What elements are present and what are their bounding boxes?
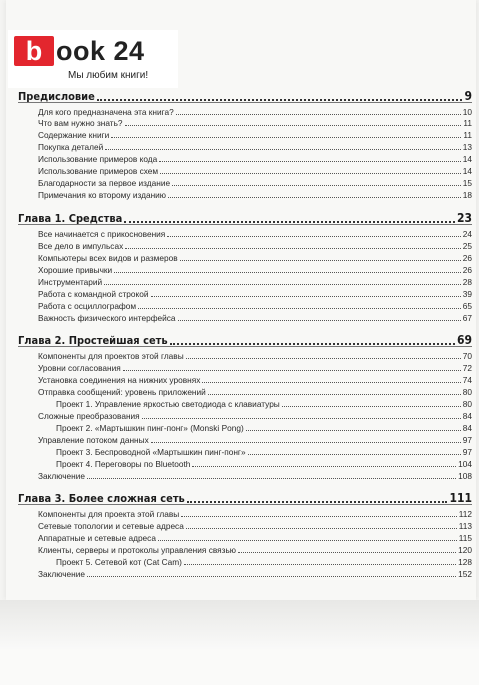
toc-entry-row — [18, 469, 472, 481]
toc-entry-row — [18, 543, 472, 555]
dot-leader — [160, 172, 461, 174]
toc-page-number: 18 — [462, 190, 472, 200]
toc-entry-title: Что вам нужно знать? — [38, 118, 123, 128]
dot-leader — [180, 259, 461, 261]
toc-page-number: 25 — [462, 241, 472, 251]
toc-page-number: 69 — [456, 333, 472, 347]
toc-entry-title: Проект 4. Переговоры по Bluetooth — [56, 459, 191, 469]
toc-page-number: 10 — [462, 107, 472, 117]
toc-entry-row — [18, 251, 472, 263]
toc-page-number: 74 — [462, 375, 472, 385]
dot-leader — [184, 563, 456, 565]
dot-leader — [168, 196, 461, 198]
dot-leader — [105, 148, 461, 150]
toc-entry-title: Работа с командной строкой — [38, 289, 149, 299]
dot-leader — [159, 160, 461, 162]
toc-entry-title: Сложные преобразования — [38, 411, 140, 421]
dot-leader — [186, 527, 457, 529]
dot-leader — [97, 98, 463, 101]
toc-entry-title: Управление потоком данных — [38, 435, 149, 445]
toc-entry-row — [18, 373, 472, 385]
toc-entry-row — [18, 397, 472, 409]
toc-entry-title: Покупка деталей — [38, 142, 104, 152]
toc-entry-row — [18, 188, 472, 200]
toc-entry-row — [18, 152, 472, 164]
toc-page-number: 97 — [462, 447, 472, 457]
dot-leader — [151, 441, 461, 443]
toc-chapter-row — [18, 88, 472, 103]
toc-entry-title: Компьютеры всех видов и размеров — [38, 253, 178, 263]
toc-entry-title: Компоненты для проектов этой главы — [38, 351, 184, 361]
dot-leader — [192, 465, 456, 467]
toc-entry-title: Заключение — [38, 471, 85, 481]
toc-chapter-row — [18, 210, 472, 225]
dot-leader — [202, 381, 460, 383]
toc-entry-row — [18, 445, 472, 457]
toc-page-number: 112 — [458, 509, 472, 519]
dot-leader — [158, 539, 457, 541]
toc-entry-title: Установка соединения на нижних уровнях — [38, 375, 201, 385]
dot-leader — [111, 136, 461, 138]
dot-leader — [151, 295, 461, 297]
toc-entry-row — [18, 263, 472, 275]
toc-entry-row — [18, 239, 472, 251]
dot-leader — [142, 417, 461, 419]
toc-entry-title: Проект 2. «Мартышкин пинг-понг» (Monski Pong) — [56, 423, 244, 433]
dot-leader — [104, 283, 461, 285]
toc-entry-title: Проект 1. Управление яркостью светодиода с клавиатуры — [56, 399, 280, 409]
dot-leader — [87, 477, 456, 479]
dot-leader — [125, 247, 461, 249]
toc-entry-title: Клиенты, серверы и протоколы управления связью — [38, 545, 236, 555]
toc-entry-title: Компоненты для проекта этой главы — [38, 509, 180, 519]
toc-entry-row — [18, 164, 472, 176]
toc-page-number: 84 — [462, 411, 472, 421]
toc-page-number: 24 — [462, 229, 472, 239]
toc-chapter-row — [18, 490, 472, 505]
toc-entry-title: Работа с осциллографом — [38, 301, 137, 311]
toc-entry-row — [18, 176, 472, 188]
logo-mark: b — [14, 36, 54, 66]
dot-leader — [186, 357, 461, 359]
toc-entry-title: Использование примеров схем — [38, 166, 159, 176]
toc-page-number: 65 — [462, 301, 472, 311]
toc-entry-title: Использование примеров кода — [38, 154, 158, 164]
dot-leader — [208, 393, 461, 395]
toc-entry-row — [18, 128, 472, 140]
toc-page-number: 97 — [462, 435, 472, 445]
toc-entry-row — [18, 299, 472, 311]
toc-page-number: 14 — [462, 166, 472, 176]
toc-entry-row — [18, 421, 472, 433]
toc-page-number: 23 — [456, 211, 472, 225]
toc-page-number: 80 — [462, 387, 472, 397]
dot-leader — [248, 453, 461, 455]
dot-leader — [238, 551, 456, 553]
toc-page-number: 120 — [458, 545, 472, 555]
toc-page-number: 13 — [462, 142, 472, 152]
toc-page-number: 26 — [462, 253, 472, 263]
toc-entry-row — [18, 409, 472, 421]
dot-leader — [123, 369, 461, 371]
toc-entry-title: Инструментарий — [38, 277, 103, 287]
toc-entry-row — [18, 567, 472, 579]
dot-leader — [187, 500, 448, 503]
toc-page-number: 115 — [458, 533, 472, 543]
toc-entry-row — [18, 519, 472, 531]
toc-page-number: 28 — [462, 277, 472, 287]
toc-entry-title: Примечания ко второму изданию — [38, 190, 167, 200]
toc-entry-row — [18, 433, 472, 445]
toc-entry-title: Глава 2. Простейшая сеть — [18, 334, 168, 347]
toc-page-number: 11 — [463, 118, 472, 128]
dot-leader — [172, 184, 461, 186]
toc-page-number: 104 — [458, 459, 472, 469]
dot-leader — [114, 271, 461, 273]
toc-entry-title: Сетевые топологии и сетевые адреса — [38, 521, 184, 531]
toc-entry-row — [18, 275, 472, 287]
toc-entry-title: Аппаратные и сетевые адреса — [38, 533, 156, 543]
dot-leader — [124, 220, 455, 223]
toc-page-number: 11 — [463, 130, 472, 140]
toc-entry-title: Важность физического интерфейса — [38, 313, 176, 323]
toc-entry-row — [18, 385, 472, 397]
book24-logo — [8, 30, 178, 88]
toc-entry-row — [18, 287, 472, 299]
toc-entry-title: Хорошие привычки — [38, 265, 113, 275]
toc-page-number: 72 — [462, 363, 472, 373]
dot-leader — [246, 429, 461, 431]
toc-entry-title: Уровни согласования — [38, 363, 121, 373]
toc-page-number: 128 — [458, 557, 472, 567]
dot-leader — [178, 319, 461, 321]
toc-page-number: 113 — [458, 521, 472, 531]
toc-entry-row — [18, 140, 472, 152]
toc-entry-title: Благодарности за первое издание — [38, 178, 171, 188]
toc-page-number: 15 — [462, 178, 472, 188]
dot-leader — [282, 405, 461, 407]
toc-page-number: 111 — [449, 491, 472, 505]
dot-leader — [167, 235, 460, 237]
toc-page-number: 70 — [462, 351, 472, 361]
toc-entry-row — [18, 457, 472, 469]
toc-page-number: 108 — [458, 471, 472, 481]
toc-entry-row — [18, 361, 472, 373]
toc-entry-row — [18, 555, 472, 567]
toc-entry-title: Все начинается с прикосновения — [38, 229, 166, 239]
toc-entry-title: Проект 5. Сетевой кот (Cat Cam) — [56, 557, 182, 567]
logo-wordmark: ook 24 — [56, 36, 145, 66]
toc-entry-title: Глава 1. Средства — [18, 212, 123, 225]
logo-tagline: Мы любим книги! — [68, 70, 149, 81]
toc-page-number: 67 — [462, 313, 472, 323]
toc-entry-row — [18, 531, 472, 543]
dot-leader — [181, 515, 457, 517]
toc-entry-title: Для кого предназначена эта книга? — [38, 107, 174, 117]
page-shadow — [0, 600, 479, 685]
toc-entry-title: Предисловие — [18, 90, 95, 103]
dot-leader — [170, 342, 455, 345]
toc-page-number: 152 — [458, 569, 472, 579]
toc-entry-title: Все дело в импульсах — [38, 241, 124, 251]
toc-page-number: 84 — [462, 423, 472, 433]
toc-page-number: 80 — [462, 399, 472, 409]
toc-page-number: 14 — [462, 154, 472, 164]
toc-entry-title: Проект 3. Беспроводной «Мартышкин пинг-понг» — [56, 447, 246, 457]
toc-entry-row — [18, 311, 472, 323]
dot-leader — [138, 307, 461, 309]
toc-page-number: 39 — [462, 289, 472, 299]
toc-entry-title: Заключение — [38, 569, 85, 579]
toc-entry-row — [18, 507, 472, 519]
dot-leader — [87, 575, 456, 577]
dot-leader — [176, 113, 461, 115]
toc-entry-row — [18, 349, 472, 361]
toc-entry-title: Отправка сообщений: уровень приложений — [38, 387, 206, 397]
toc-entry-row — [18, 227, 472, 239]
toc-page-number: 26 — [462, 265, 472, 275]
toc-entry-title: Глава 3. Более сложная сеть — [18, 492, 185, 505]
toc-entry-row — [18, 116, 472, 128]
toc-entry-title: Содержание книги — [38, 130, 110, 140]
toc-chapter-row — [18, 332, 472, 347]
dot-leader — [125, 124, 462, 126]
toc-page-number: 9 — [464, 89, 472, 103]
